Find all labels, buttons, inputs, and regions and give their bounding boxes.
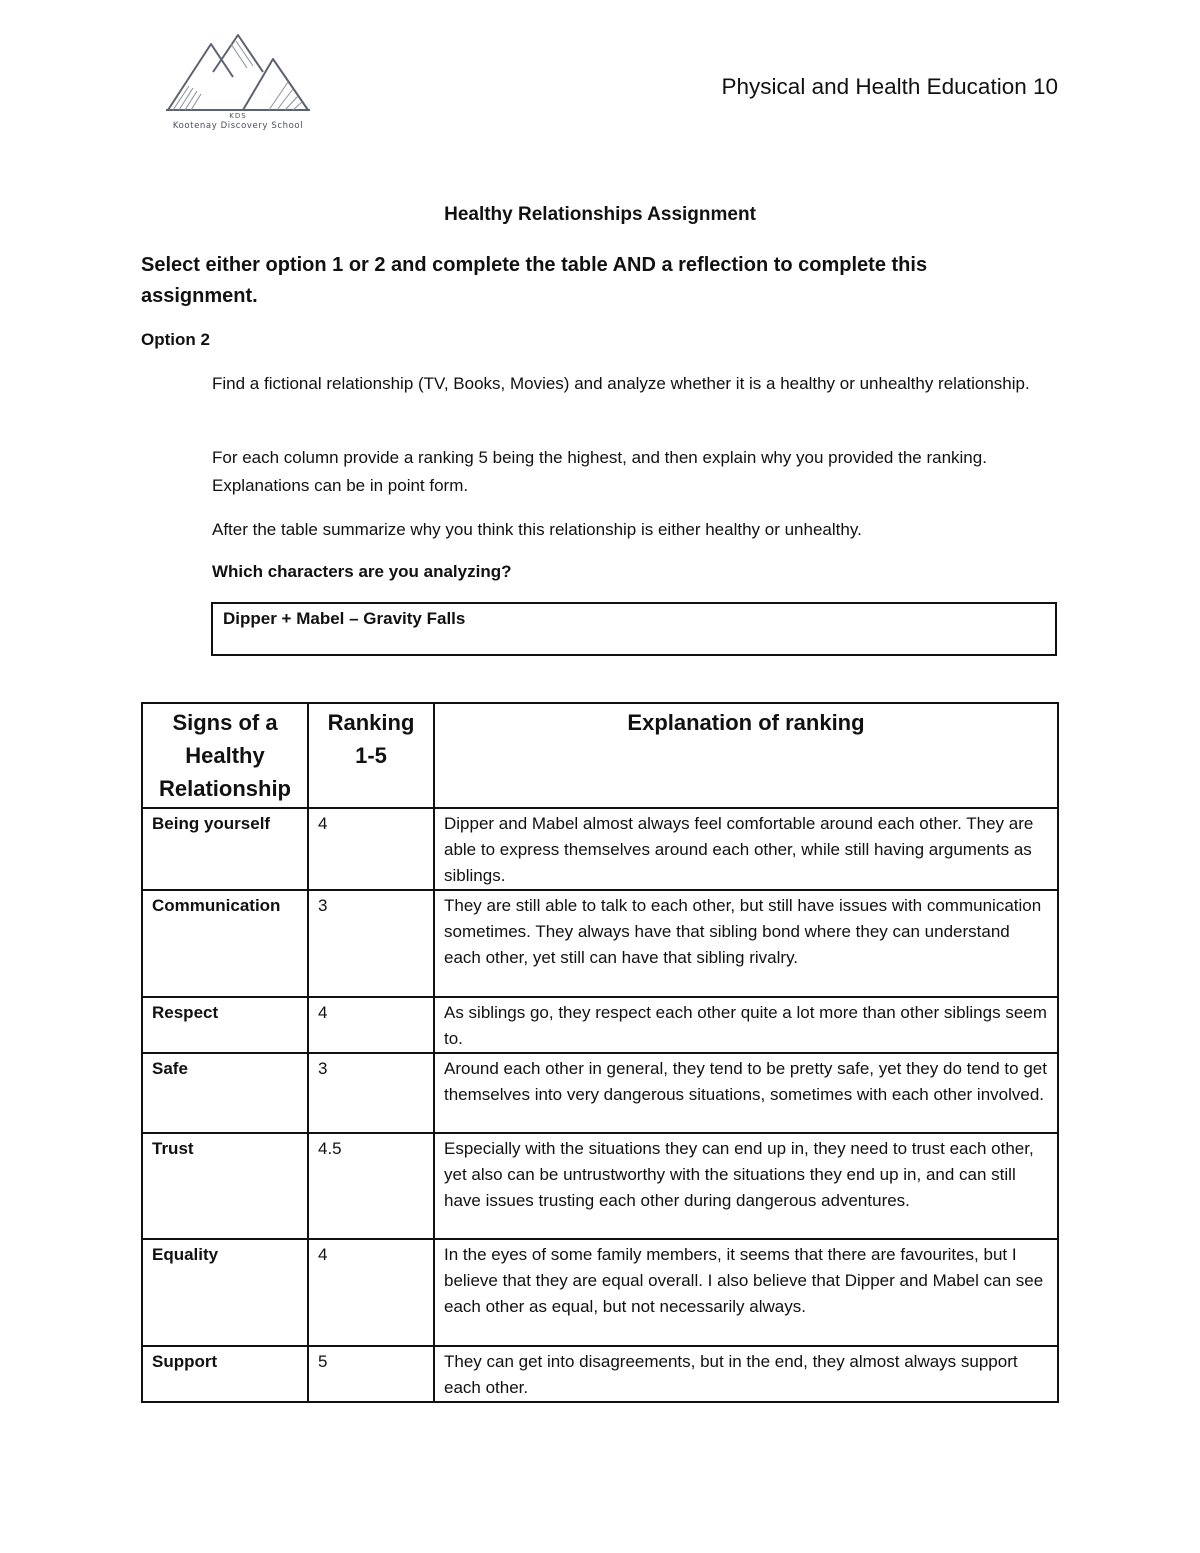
table-row [142, 1239, 1058, 1346]
logo-school-name: Kootenay Discovery School [172, 121, 304, 131]
table-row [142, 997, 1058, 1053]
header-ranking: Ranking 1-5 [308, 703, 434, 808]
paragraph-find-relationship: Find a fictional relationship (TV, Books, Movies) and analyze whether it is a healthy or unhealthy relationship. [212, 374, 1030, 393]
paragraph-summary-instructions: After the table summarize why you think this relationship is either healthy or unhealthy. [212, 520, 862, 539]
sign-cell: Communication [142, 890, 308, 997]
mountain-logo-icon [163, 32, 313, 112]
sign-cell: Respect [142, 997, 308, 1053]
explanation-cell[interactable]: Around each other in general, they tend to be pretty safe, yet they do tend to get themselves into very dangerous situations, sometimes with each other involved. [434, 1053, 1058, 1133]
table-row [142, 1053, 1058, 1133]
sign-cell: Trust [142, 1133, 308, 1239]
ranking-cell[interactable]: 4.5 [308, 1133, 434, 1239]
characters-question: Which characters are you analyzing? [212, 562, 512, 581]
logo-abbreviation: KDS [229, 112, 247, 120]
ranking-cell[interactable]: 4 [308, 1239, 434, 1346]
course-title: Physical and Health Education 10 [721, 74, 1058, 99]
sign-cell: Being yourself [142, 808, 308, 890]
document-title: Healthy Relationships Assignment [444, 204, 756, 225]
relationship-table [141, 702, 1059, 1403]
characters-answer-box[interactable] [211, 602, 1057, 656]
paragraph-ranking-instructions: For each column provide a ranking 5 being the highest, and then explain why you provided the ranking. Explanations can be in point form. [212, 448, 987, 495]
instructions: Select either option 1 or 2 and complete the table AND a reflection to complete this assignment. [141, 254, 928, 307]
table-row [142, 890, 1058, 997]
explanation-cell[interactable]: Dipper and Mabel almost always feel comfortable around each other. They are able to express themselves around each other, while still having arguments as siblings. [434, 808, 1058, 890]
explanation-cell[interactable]: Especially with the situations they can end up in, they need to trust each other, yet also can be untrustworthy with the situations they end up in, and can still have issues trusting each other during dangerous adventures. [434, 1133, 1058, 1239]
header-explanation: Explanation of ranking [434, 703, 1058, 808]
ranking-cell[interactable]: 4 [308, 808, 434, 890]
ranking-cell[interactable]: 3 [308, 1053, 434, 1133]
option-label: Option 2 [141, 330, 210, 349]
table-row [142, 1346, 1058, 1402]
ranking-cell[interactable]: 3 [308, 890, 434, 997]
explanation-cell[interactable]: In the eyes of some family members, it seems that there are favourites, but I believe that they are equal overall. I also believe that Dipper and Mabel can see each other as equal, but not necessarily always. [434, 1239, 1058, 1346]
ranking-cell[interactable]: 5 [308, 1346, 434, 1402]
explanation-cell[interactable]: They can get into disagreements, but in the end, they almost always support each other. [434, 1346, 1058, 1402]
sign-cell: Safe [142, 1053, 308, 1133]
table-row [142, 808, 1058, 890]
table-row [142, 1133, 1058, 1239]
sign-cell: Support [142, 1346, 308, 1402]
header-signs: Signs of a Healthy Relationship [142, 703, 308, 808]
explanation-cell[interactable]: As siblings go, they respect each other quite a lot more than other siblings seem to. [434, 997, 1058, 1053]
characters-answer-text: Dipper + Mabel – Gravity Falls [223, 609, 466, 628]
school-logo [163, 32, 313, 134]
ranking-cell[interactable]: 4 [308, 997, 434, 1053]
explanation-cell[interactable]: They are still able to talk to each other, but still have issues with communication sometimes. They always have that sibling bond where they can understand each other, yet still can have that sibling rivalry. [434, 890, 1058, 997]
sign-cell: Equality [142, 1239, 308, 1346]
table-header-row [142, 703, 1058, 808]
